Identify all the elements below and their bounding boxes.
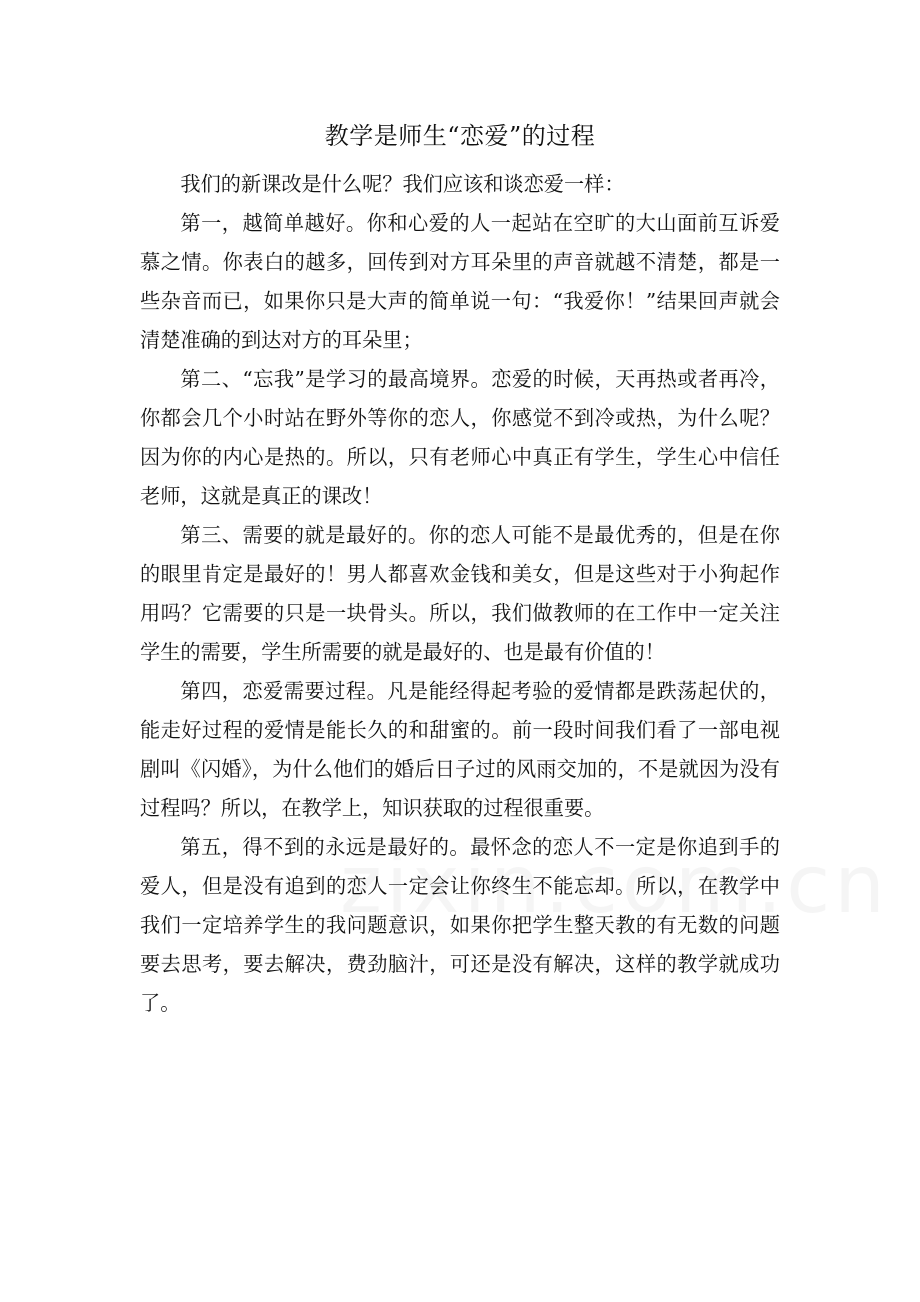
page-title: 教学是师生“恋爱”的过程 xyxy=(324,122,596,150)
paragraph-intro: 我们的新课改是什么呢？我们应该和谈恋爱一样： xyxy=(180,172,625,196)
paragraph-fifth: 第五，得不到的永远是最好的。最怀念的恋人不一定是你追到手的爱人，但是没有追到的恋人一定会让你终生不能忘却。所以，在教学中我们一定培养学生的我问题意识，如果你把学生整天教的有无数的问题要去思考，要去解决，费劲脑汁，可还是没有解决，这样的教学就成功了。 xyxy=(140,835,780,1015)
document-body xyxy=(140,165,780,1023)
paragraph-fourth: 第四，恋爱需要过程。凡是能经得起考验的爱情都是跌荡起伏的，能走好过程的爱情是能长久的和甜蜜的。前一段时间我们看了一部电视剧叫《闪婚》，为什么他们的婚后日子过的风雨交加的，不是就因为没有过程吗？所以，在教学上，知识获取的过程很重要。 xyxy=(140,679,780,820)
paragraph-second: 第二、“忘我”是学习的最高境界。恋爱的时候，天再热或者再冷，你都会几个小时站在野外等你的恋人，你感觉不到冷或热，为什么呢？因为你的内心是热的。所以，只有老师心中真正有学生，学生心中信任老师，这就是真正的课改！ xyxy=(140,367,780,508)
paragraph-first: 第一，越简单越好。你和心爱的人一起站在空旷的大山面前互诉爱慕之情。你表白的越多，回传到对方耳朵里的声音就越不清楚，都是一些杂音而已，如果你只是大声的简单说一句：“我爱你！”结果回声就会清楚准确的到达对方的耳朵里； xyxy=(140,211,780,352)
paragraph-third: 第三、需要的就是最好的。你的恋人可能不是最优秀的，但是在你的眼里肯定是最好的！男人都喜欢金钱和美女，但是这些对于小狗起作用吗？它需要的只是一块骨头。所以，我们做教师的在工作中一定关注学生的需要，学生所需要的就是最好的、也是最有价值的！ xyxy=(140,523,780,664)
